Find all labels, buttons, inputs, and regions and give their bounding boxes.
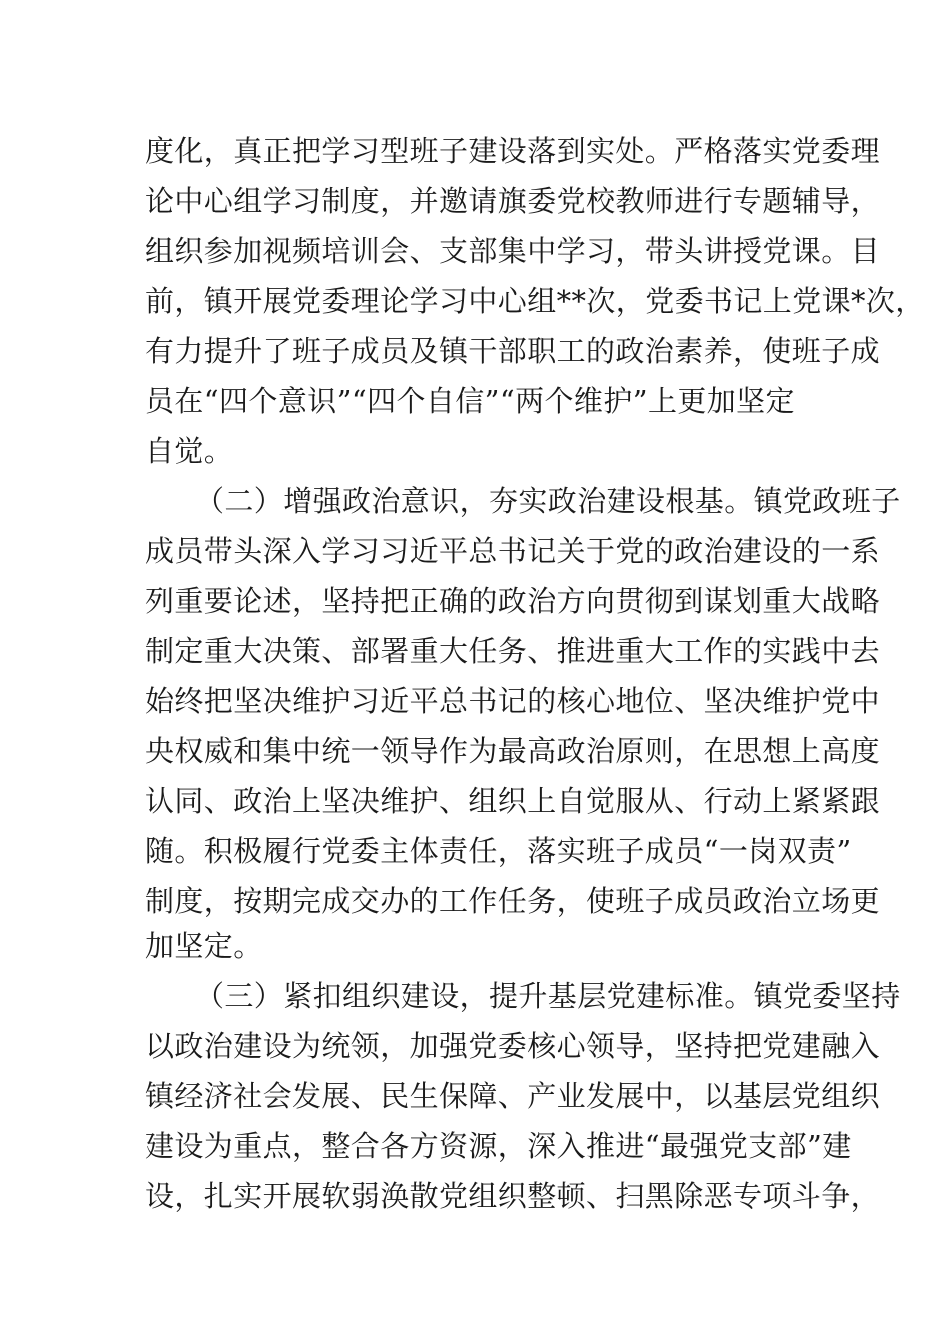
text-line: 度化，真正把学习型班子建设落到实处。严格落实党委理	[145, 134, 881, 168]
text-line: 加坚定。	[145, 929, 263, 963]
text-line: 自觉。	[145, 434, 234, 468]
text-line: 论中心组学习制度，并邀请旗委党校教师进行专题辅导，	[145, 184, 881, 218]
text-line: 有力提升了班子成员及镇干部职工的政治素养，使班子成	[145, 334, 881, 368]
text-line: 设，扎实开展软弱涣散党组织整顿、扫黑除恶专项斗争，	[145, 1179, 881, 1213]
paragraph-heading-2: （二）增强政治意识，夯实政治建设根基。镇党政班子	[195, 484, 901, 518]
text-line: 前，镇开展党委理论学习中心组**次，党委书记上党课*次，	[145, 284, 925, 318]
text-line: 以政治建设为统领，加强党委核心领导，坚持把党建融入	[145, 1029, 881, 1063]
text-line: 央权威和集中统一领导作为最高政治原则，在思想上高度	[145, 734, 881, 768]
text-line: 认同、政治上坚决维护、组织上自觉服从、行动上紧紧跟	[145, 784, 881, 818]
text-line: 随。积极履行党委主体责任，落实班子成员“一岗双责”	[145, 834, 852, 868]
text-line: 制度，按期完成交办的工作任务，使班子成员政治立场更	[145, 884, 881, 918]
text-line: 建设为重点，整合各方资源，深入推进“最强党支部”建	[145, 1129, 852, 1163]
text-line: 镇经济社会发展、民生保障、产业发展中，以基层党组织	[145, 1079, 881, 1113]
text-line: 列重要论述，坚持把正确的政治方向贯彻到谋划重大战略	[145, 584, 881, 618]
text-line: 员在“四个意识”“四个自信”“两个维护”上更加坚定	[145, 384, 795, 418]
text-line: 始终把坚决维护习近平总书记的核心地位、坚决维护党中	[145, 684, 881, 718]
text-line: 成员带头深入学习习近平总书记关于党的政治建设的一系	[145, 534, 881, 568]
paragraph-heading-3: （三）紧扣组织建设，提升基层党建标准。镇党委坚持	[195, 979, 901, 1013]
text-line: 组织参加视频培训会、支部集中学习，带头讲授党课。目	[145, 234, 881, 268]
text-line: 制定重大决策、部署重大任务、推进重大工作的实践中去	[145, 634, 881, 668]
